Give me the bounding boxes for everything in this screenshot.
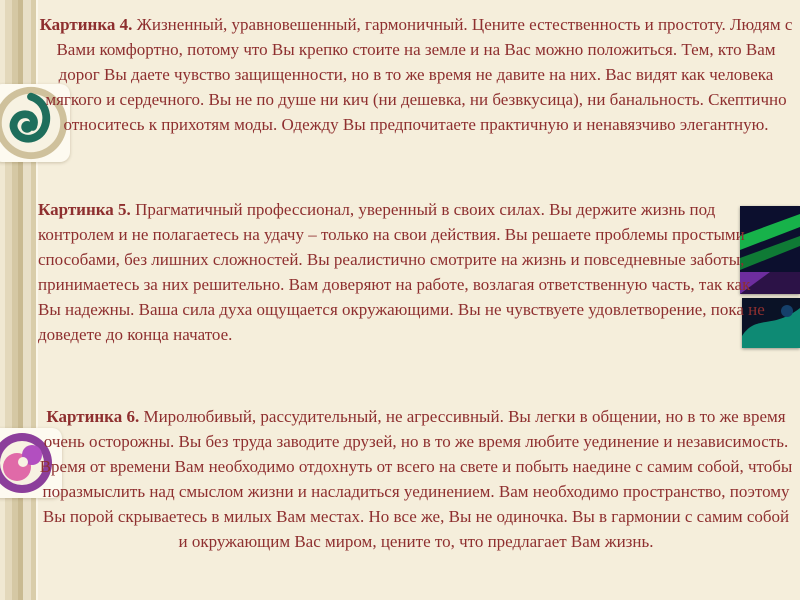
paragraph-kartinka-5 [38,197,766,347]
paragraph-text: Миролюбивый, рассудительный, не агрессивный. Вы легки в общении, но в то же время очень осторожны. Вы без труда заводите друзей, но в то же время любите уединение и независимость. Время от времени Вам необходимо отдохнуть от всего на свете и побыть наедине с самим собой, чтобы поразмыслить над смыслом жизни и насладиться уединением. Вам необходимо пространство, поэтому Вы порой скрываетесь в милых Вам местах. Но все же, Вы не одиночка. Вы в гармонии с самим собой и окружающим Вас миром, цените то, что предлагает Вам жизнь. [39,407,793,551]
paragraph-label: Картинка 6. [46,407,140,426]
paragraph-text: Прагматичный профессионал, уверенный в своих силах. Вы держите жизнь под контролем и не полагаетесь на удачу – только на свои действия. Вы решаете проблемы простыми способами, без лишних сложностей. Вы реалистично смотрите на жизнь и повседневные заботы, принимаетесь за них решительно. Вам доверяют на работе, возлагая ответственную часть, так как Вы надежны. Ваша сила духа ощущается окружающими. Вы не чувствуете удовлетворение, пока не доведете до конца начатое. [38,200,765,344]
paragraph-text: Жизненный, уравновешенный, гармоничный. Цените естественность и простоту. Людям с Вами комфортно, потому что Вы крепко стоите на земле и на Вас можно положиться. Тем, кто Вам дорог Вы даете чувство защищенности, но в то же время не давите на них. Вас видят как человека мягкого и сердечного. Вы не по душе ни кич (ни дешевка, ни безвкусица), ни банальность. Скептично относитесь к прихотям моды. Одежду Вы предпочитаете практичную и ненавязчиво элегантную. [45,15,793,134]
paragraph-label: Картинка 5. [38,200,131,219]
paragraph-kartinka-6 [38,404,794,554]
paragraph-label: Картинка 4. [39,15,133,34]
paragraph-kartinka-4 [38,12,794,137]
